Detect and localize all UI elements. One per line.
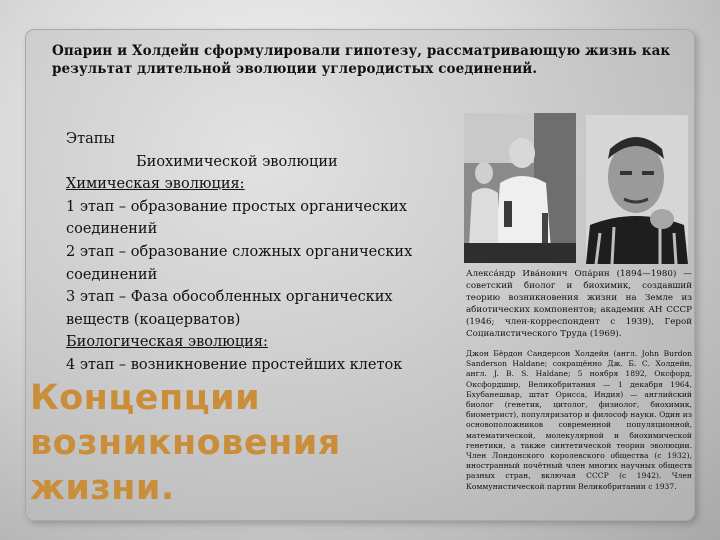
stage-line: 3 этап – Фаза обособленных органических (66, 289, 393, 306)
haldane-photo (586, 115, 688, 264)
stage-line: 2 этап – образование сложных органических (66, 243, 413, 260)
chemical-evolution-header: Химическая эволюция: (66, 176, 245, 193)
slide-heading: Опарин и Холдейн сформулировали гипотезу, рассматривающую жизнь как результат длительной эволюции углеродистых соединений. (52, 43, 671, 77)
title-line: Концепции (30, 378, 261, 418)
stage-line: 4 этап – возникновение простейших клеток (66, 356, 403, 373)
oparin-caption: Алекса́ндр Ива́нович Опа́рин (1894—1980) — советский биолог и биохимик, создавший теорию возникновения жизни на Земле из абиотических компонентов; академик АН СССР (1946; член-корреспондент с 1939), Герой Социалистического Труда (1969). (466, 269, 692, 339)
slide-title (30, 376, 410, 511)
stage-line: веществ (коацерватов) (66, 311, 241, 328)
stage-line: 1 этап – образование простых органических (66, 198, 408, 215)
stage-line: соединений (66, 221, 158, 238)
oparin-photo (464, 113, 576, 263)
haldane-caption: Джон Бёрдон Сандерсон Холдейн (англ. John Burdon Sanderson Haldane; сокращённо Дж. Б. С. Холдейн, англ. J. B. S. Haldane; 5 ноября 1892, Оксфорд, Оксфордшир, Великобритания — 1 декабря 1964, Бхубанешвар, штат Орисса, Индия) — английский биолог (генетик, цитолог, физиолог, биохимик, биометрист), популяризатор и философ науки. Один из основоположников современной популяционной, математической, молекулярной и биохимической генетики, а также синтетической теории эволюции. Член Лондонского королевского общества (с 1932), иностранный почётный член многих научных обществ разных стран, включая СССР (с 1942). Член Коммунистической партии Великобритании с 1937. (466, 349, 692, 491)
title-line: жизни. (30, 468, 175, 508)
stages-list (66, 128, 426, 377)
title-line: возникновения (30, 423, 341, 463)
stages-subtitle: Биохимической эволюции (136, 153, 338, 170)
stage-line: соединений (66, 266, 158, 283)
stages-label: Этапы (66, 131, 115, 147)
biological-evolution-header: Биологическая эволюция: (66, 334, 268, 351)
